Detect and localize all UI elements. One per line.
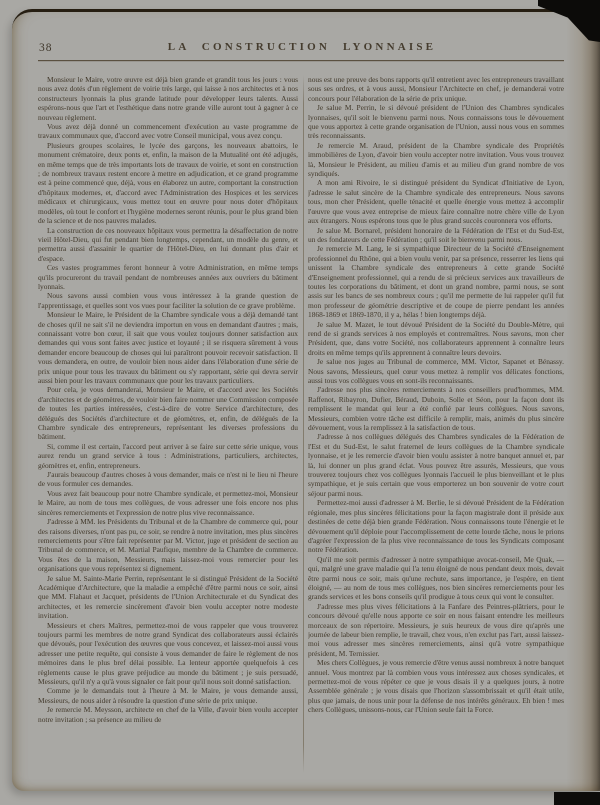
paragraph: Qu'il me soit permis d'adresser à notre sympathique avocat-conseil, Me Quak, — qui, malgré une grave maladie qui l'a tenu éloigné de nous pendant deux mois, devait être parmi nous ce soir, mais qu'une rechute, sans importance, je l'espère, en tient éloigné, — au nom de tous mes collègues, nos bien sincères remerciements pour les grands services et les bons conseils qu'il prodigue à tous ceux qui vont le consulter. (308, 554, 564, 602)
paragraph: Je salue M. Sainte-Marie Perrin, représentant le si distingué Président de la Société Académique d'Architecture, que la maladie a empêché d'être parmi nous ce soir, ainsi que MM. Flahaut et Jacquet, présidents de l'Union Architecturale et du Syndicat des architectes, et les remercie sincèrement d'avoir bien voulu accepter notre modeste invitation. (38, 573, 298, 621)
paragraph: Je remercie M. Lang, le si sympathique Directeur de la Société d'Enseignement professionnel du Rhône, qui a bien voulu venir, par sa présence, resserrer les liens qui unissent la Chambre syndicale des entrepreneurs à cette grande Société d'Enseignement professionnel, qui a rendu de si précieux services aux travailleurs de toutes les corporations du bâtiment, et dont un grand nombre, parmi nous, se sont assis sur les bancs de ses nombreux cours ; qu'il me permette de lui rappeler qu'il fut mon professeur de géométrie descriptive et de coupe de pierre pendant les années 1868-1869 et 1869-1870, il y a, hélas ! bien longtemps déjà. (308, 244, 564, 320)
paragraph: Je remercie M. Araud, président de la Chambre syndicale des Propriétés immobilières de Lyon, d'avoir bien voulu accepter notre invitation. Vous vous trouvez là, Monsieur le Président, au milieu d'amis et au milieu d'un grand nombre de vos syndiqués. (308, 140, 564, 179)
paragraph: Permettez-moi aussi d'adresser à M. Berlie, le si dévoué Président de la Fédération régionale, mes plus sincères félicitations pour la façon magistrale dont il préside aux destinées de cette déjà bien grande Fédération. Nous connaissons toute l'énergie et le dévouement qu'il déploie pour l'accomplissement de cette lourde tâche, nous le prions d'agréer l'expression de la plus vive reconnaissance de tous les Syndicats composant notre Fédération. (308, 498, 564, 555)
paragraph: Messieurs et chers Maîtres, permettez-moi de vous rappeler que vous trouverez toujours parmi les membres de notre grand Syndicat des collaborateurs aussi éclairés que dévoués, pour l'exécution des œuvres que vous concevez, et laissez-moi aussi vous adresser une petite requête, qui consiste à vous demander de faire le règlement de nos mémoires dans le plus bref délai possible. La lenteur apportée quelquefois à ces règlements cause le plus grave préjudice au monde du bâtiment ; je suis persuadé, Messieurs, qu'il n'y a qu'à vous signaler ce fait pour qu'il nous soit donné satisfaction. (38, 620, 298, 686)
paragraph: Si, comme il est certain, l'accord peut arriver à se faire sur cette série unique, vous aurez rendu un grand service à tous : Administrations, particuliers, architectes, géomètres et, enfin, entrepreneurs. (38, 441, 298, 470)
paragraph: Je salue M. Perrin, le si dévoué président de l'Union des Chambres syndicales lyonnaises, qu'il soit le bienvenu parmi nous. Nous connaissons tous le dévouement que vous apportez à cette grande organisation de l'Union, aussi nous vous en sommes très reconnaissants. (308, 103, 564, 141)
page-number: 38 (39, 42, 53, 54)
scanned-page (12, 9, 600, 791)
paragraph: Je salue nos juges au Tribunal de commerce, MM. Victor, Sapanet et Bénassy. Nous savons, Messieurs, quel cœur vous mettez à remplir vos délicates fonctions, aussi tous vos collègues vous en sont-ils reconnaissants. (308, 357, 564, 385)
page-header (38, 41, 566, 59)
left-column (38, 75, 298, 773)
right-column (308, 75, 564, 773)
column-divider (303, 75, 304, 773)
paragraph: J'aurais beaucoup d'autres choses à vous demander, mais ce n'est ni le lieu ni l'heure de vous formuler ces demandes. (38, 470, 298, 489)
paragraph: nous est une preuve des bons rapports qu'il entretient avec les entrepreneurs travaillant sous ses ordres, et à vous aussi, Monsieur l'Architecte en chef, je demanderai votre concours pour l'élaboration de la série de prix unique. (308, 75, 564, 103)
paragraph: Vous avez fait beaucoup pour notre Chambre syndicale, et permettez-moi, Monsieur le Maire, au nom de tous mes collègues, de vous adresser une fois encore nos plus sincères remerciements et l'expression de notre plus vive reconnaissance. (38, 488, 298, 517)
paragraph: Pour cela, je vous demanderai, Monsieur le Maire, et d'accord avec les Sociétés d'architectes et de géomètres, de vouloir bien faire nommer une Commission composée de toutes les parties intéressées, c'est-à-dire de votre Service d'architecture, des délégués des Sociétés d'architecture et de géomètres, et, enfin, de délégués de la Chambre syndicale des entrepreneurs, représentant les diverses professions du bâtiment. (38, 385, 298, 442)
paragraph: La construction de ces nouveaux hôpitaux vous permettra la désaffectation de notre vieil Hôtel-Dieu, qui fut pendant bien longtemps, cependant, un modèle du genre, et permettra aussi d'assainir le quartier de l'Hôtel-Dieu, en lui donnant plus d'air et d'espace. (38, 225, 298, 263)
paragraph: J'adresse à MM. les Présidents du Tribunal et de la Chambre de commerce qui, pour des raisons diverses, n'ont pas pu, ce soir, se rendre à notre invitation, mes plus sincères remerciements pour s'être fait représenter par M. Victor, juge et président de section au Tribunal de commerce, et M. Martial Paufique, membre de la Chambre de commerce. Vous êtes de la maison, Messieurs, mais laissez-moi vous remercier pour les organisations que vous représentez si dignement. (38, 517, 298, 574)
paragraph: A mon ami Rivoire, le si distingué président du Syndicat d'Initiative de Lyon, j'adresse le salut sincère de la Chambre syndicale des entrepreneurs. Nous savons tous, mon cher Président, quelle ténacité et quelle énergie vous mettez à accomplir l'œuvre que vous avez entreprise de mieux faire connaître notre chère ville de Lyon aux étrangers. Nous espérons tous que le plus grand succès couronnera vos efforts. (308, 178, 564, 226)
paragraph: Je salue M. Mazet, le tout dévoué Président de la Société du Double-Mètre, qui rend de si grands services à nos employés et contremaîtres. Nous savons, mon cher Président, que, dans votre Société, nos collaborateurs apprennent à connaître leurs droits en même temps qu'ils apprennent à connaître leurs devoirs. (308, 319, 564, 357)
page-body (38, 75, 564, 773)
paragraph: Vous avez déjà donné un commencement d'exécution au vaste programme de travaux communaux que, d'accord avec votre Conseil municipal, vous avez conçu. (38, 122, 298, 141)
paragraph: J'adresse nos plus sincères remerciements à nos conseillers prud'hommes, MM. Raffenot, Ribayron, Dufier, Béraud, Duboin, Solle et Séon, pour la façon dont ils remplissent le mandat qui leur a été confié par leurs collègues. Nous savons, Messieurs, combien votre tâche est difficile à remplir, mais, animés du plus sincère dévouement, vous la remplissez à la satisfaction de tous. (308, 385, 564, 433)
paragraph: Comme je le demandais tout à l'heure à M. le Maire, je vous demande aussi, Messieurs, de nous aider à résoudre la question d'une série de prix unique. (38, 686, 298, 705)
paragraph: Monsieur le Maire, votre œuvre est déjà bien grande et grandit tous les jours : vous nous avez dotés d'un règlement de voirie très large, qui laisse à nos architectes et à nos constructeurs lyonnais la plus grande latitude pour développer leurs talents. Aussi espérons-nous que l'art et l'esthétique dans notre grande ville auront tout à gagner à ce nouveau règlement. (38, 75, 298, 122)
journal-title: LA CONSTRUCTION LYONNAISE (167, 41, 437, 53)
paragraph: Je salue M. Bornarel, président honoraire de la Fédération de l'Est et du Sud-Est, un des fondateurs de cette Fédération ; qu'il soit le bienvenu parmi nous. (308, 225, 564, 244)
book-binding-shadow (566, 12, 600, 791)
paragraph: Plusieurs groupes scolaires, le lycée des garçons, les nouveaux abattoirs, le monument crématoire, deux ponts et, enfin, la maison de la Mutualité ont été adjugés, en même temps que de très importants lots de travaux de voirie, et sont en construction ; de nombreux travaux restent encore à mettre en adjudication, et ce grand programme est à peine commencé que, déjà, vous en élaborez un autre, comportant la construction d'hôpitaux modernes, et, d'accord avec l'Administration des Hospices et les services médicaux et chirurgicaux, vous mettez tout en œuvre pour nous doter d'hôpitaux modèles, où tout le confort et l'hygiène modernes seront réunis, pour le plus grand bien de la science et de nos pauvres malades. (38, 140, 298, 226)
paragraph: Monsieur le Maire, le Président de la Chambre syndicale vous a déjà demandé tant de choses qu'il ne sait s'il ne deviendra importun en vous en demandant d'autres ; mais, connaissant votre bon cœur, il sait que vous voulez toujours donner satisfaction aux demandes qui vous sont faites avec justice et loyauté ; il se risquera sûrement à vous demander encore beaucoup de choses qui lui paraîtront pouvoir recevoir satisfaction. Il vous demandera, en outre, de vouloir bien nous aider dans l'élaboration d'une série de prix unique pour tous les travaux du bâtiment ou s'y rapportant, série qui devra servir aussi bien pour les travaux communaux que pour les travaux particuliers. (38, 310, 298, 385)
paragraph: Ces vastes programmes feront honneur à votre Administration, en même temps qu'ils procureront du travail pendant de nombreuses années aux ouvriers du bâtiment lyonnais. (38, 263, 298, 291)
paragraph: Je remercie M. Meysson, architecte en chef de la Ville, d'avoir bien voulu accepter notre invitation ; sa présence au milieu de (38, 705, 298, 724)
paragraph: Nous savons aussi combien vous vous intéressez à la grande question de l'apprentissage, et quelles sont vos vues pour faciliter la solution de ce grave problème. (38, 291, 298, 310)
paragraph: J'adresse à nos collègues délégués des Chambres syndicales de la Fédération de l'Est et du Sud-Est, le salut fraternel de leurs collègues de la Chambre syndicale lyonnaise, et je les remercie d'avoir bien voulu assister à notre banquet annuel et, par là, lui donner un plus grand éclat. Vous pouvez être assurés, Messieurs, que vous trouverez toujours chez vos collègues lyonnais l'accueil le plus bienveillant et le plus sympathique, et je suis certain que vous emporterez un bon souvenir de votre court séjour parmi nous. (308, 432, 564, 498)
paragraph: Mes chers Collègues, je vous remercie d'être venus aussi nombreux à notre banquet annuel. Vous montrez par là combien vous vous intéressez aux choses syndicales, et permettez-moi de vous répéter ce que je vous disais il y a quelques jours, à notre Assemblée générale ; je vous disais que l'horizon s'assombrissait et qu'il était utile, plus que jamais, de nous unir pour la défense de nos intérêts généraux. Eh bien ! mes chers Collègues, unissons-nous, car l'Union seule fait la Force. (308, 658, 564, 715)
dark-corner-bottom-right (554, 792, 600, 805)
paragraph: J'adresse mes plus vives félicitations à la Fanfare des Peintres-plâtriers, pour le concours dévoué qu'elle nous apporte ce soir en nous faisant entendre les meilleurs morceaux de son répertoire. Messieurs, je suis heureux de vous dire qu'après une journée de labeur bien remplie, le travail, chez vous, n'en exclut pas l'art, aussi laissez-moi vous adresser mes sincères remerciements, ainsi qu'à votre sympathique président, M. Ternissier. (308, 601, 564, 658)
header-rule (38, 60, 564, 61)
